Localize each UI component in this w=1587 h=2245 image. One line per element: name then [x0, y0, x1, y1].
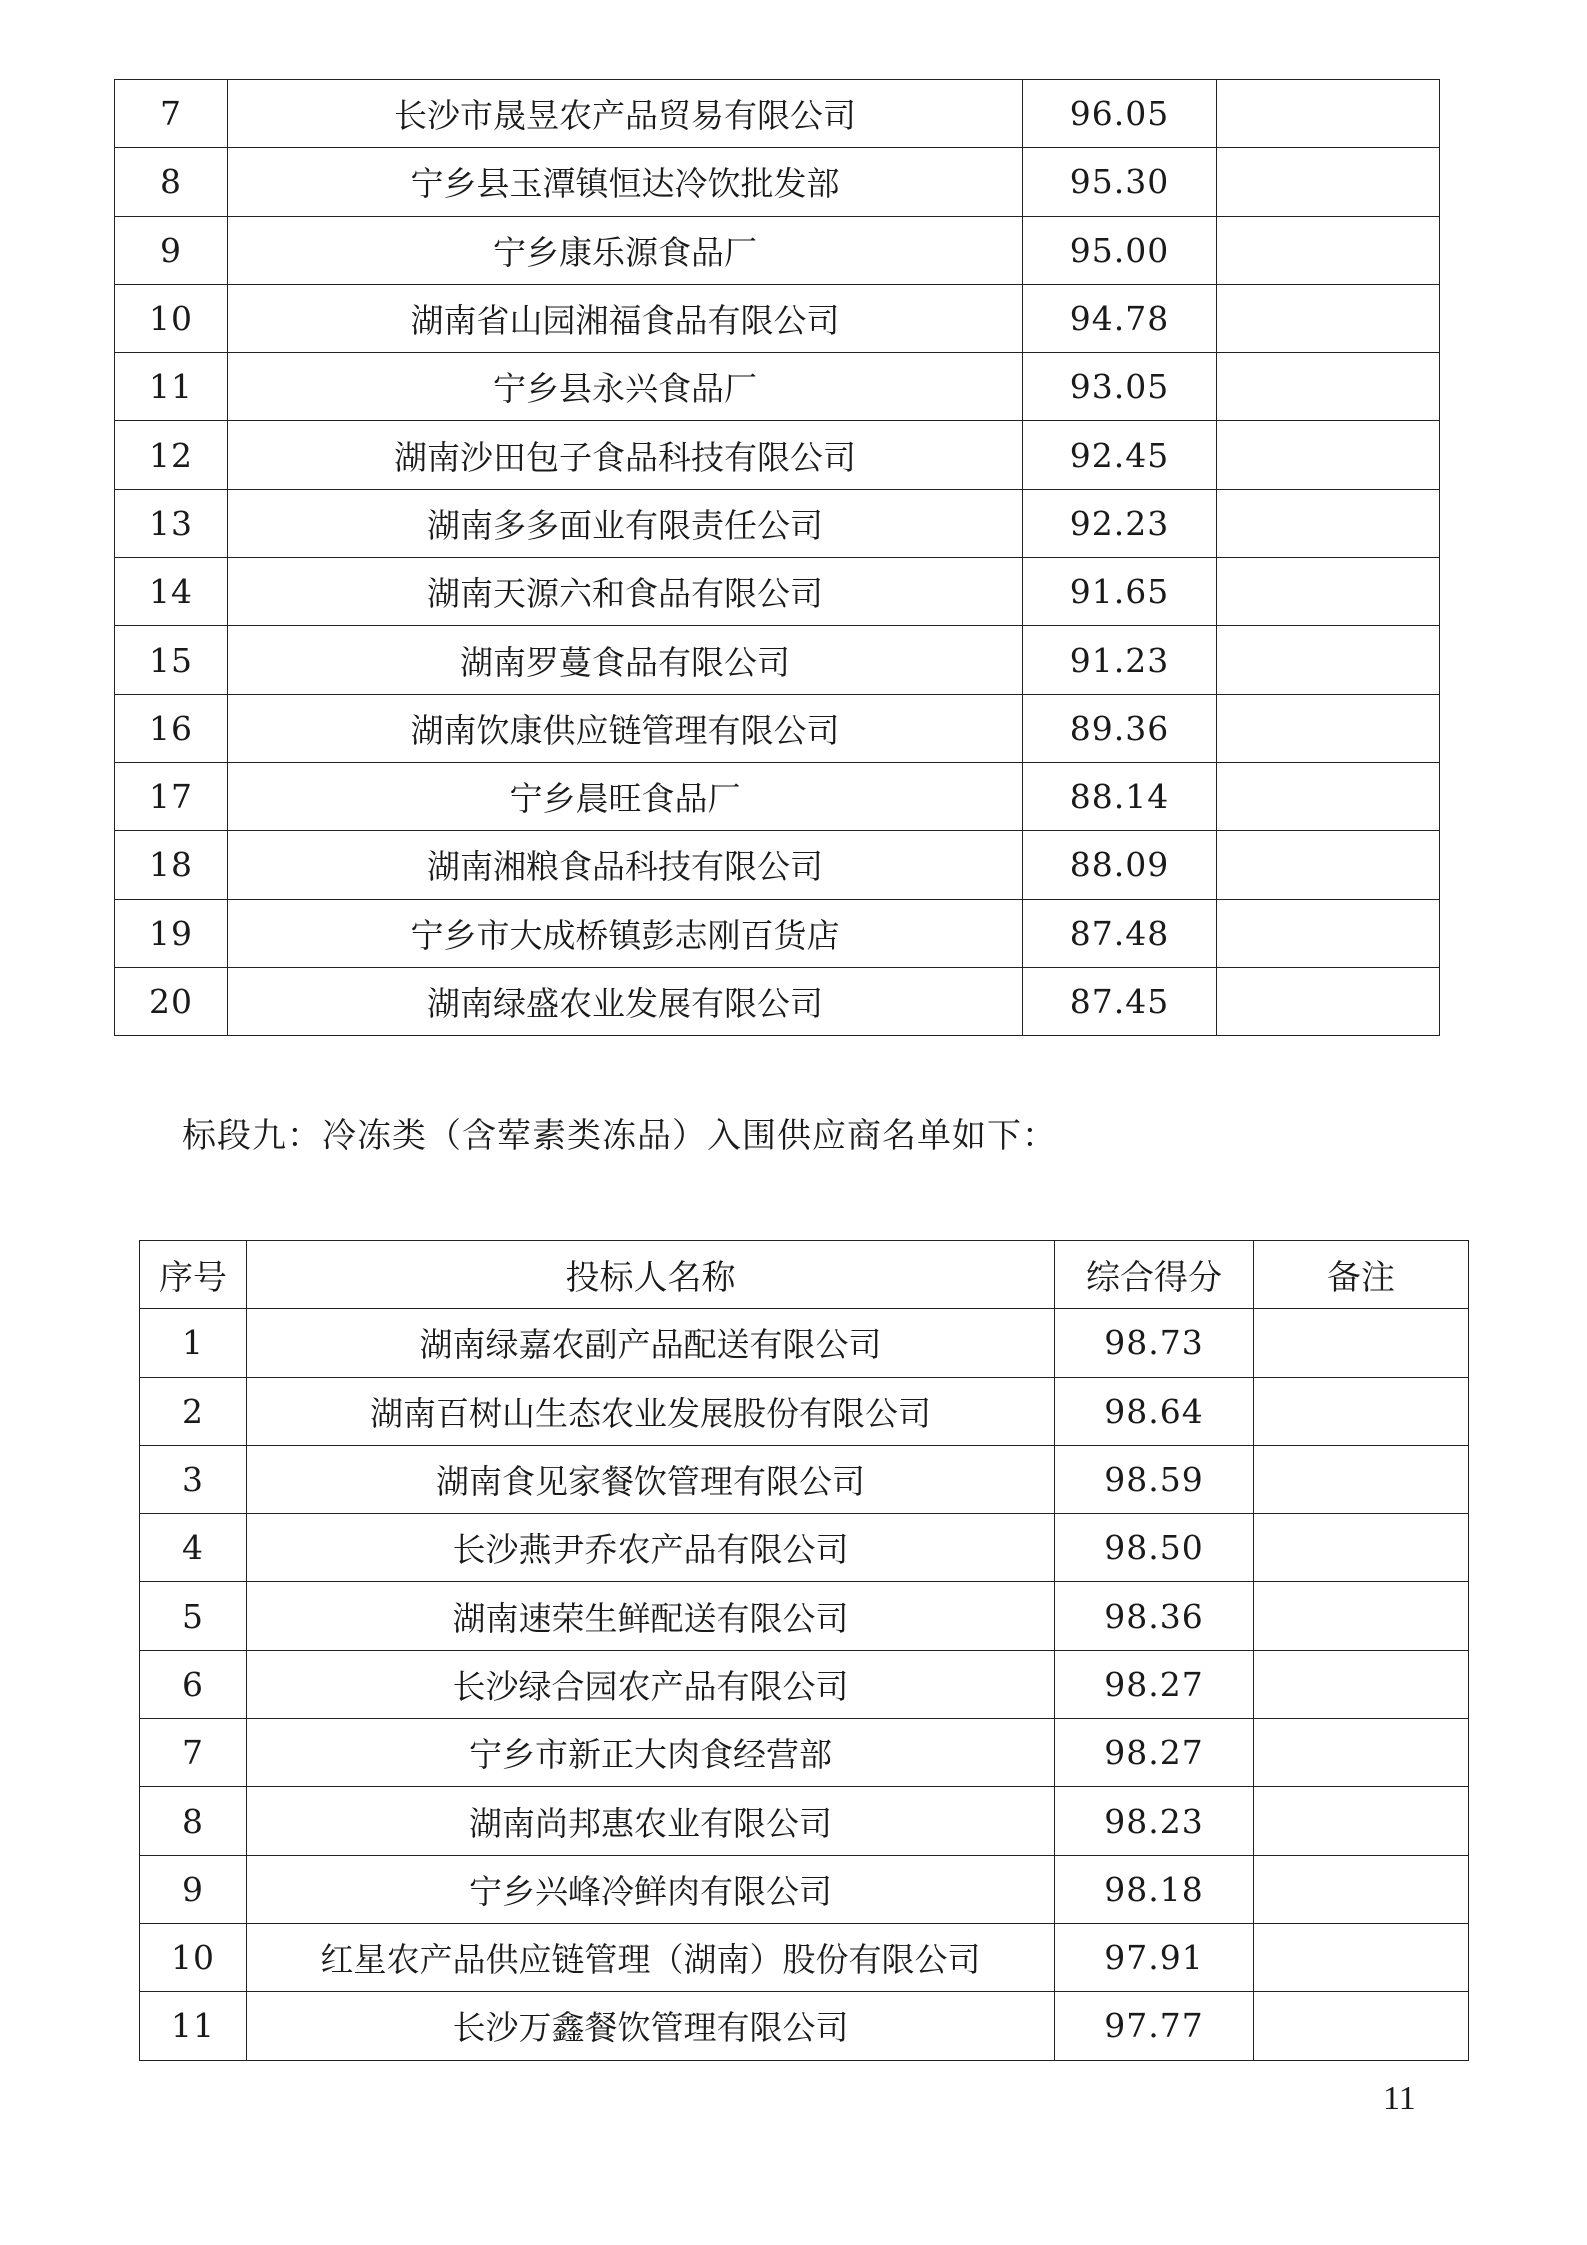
cell-score: 87.48 — [1023, 899, 1217, 967]
cell-name: 长沙燕尹乔农产品有限公司 — [247, 1514, 1055, 1582]
supplier-table-section-nine — [139, 1240, 1469, 2061]
cell-score: 97.77 — [1055, 1992, 1254, 2060]
cell-name: 宁乡市新正大肉食经营部 — [247, 1719, 1055, 1787]
cell-remark — [1217, 899, 1440, 967]
cell-score: 98.73 — [1055, 1309, 1254, 1377]
cell-no: 15 — [115, 626, 228, 694]
cell-remark — [1217, 694, 1440, 762]
table-body — [140, 1309, 1469, 2060]
table-row — [115, 967, 1440, 1035]
table-row — [140, 1719, 1469, 1787]
table-row — [115, 148, 1440, 216]
cell-remark — [1254, 1787, 1469, 1855]
table-row — [140, 1582, 1469, 1650]
cell-score: 92.45 — [1023, 421, 1217, 489]
table-row — [115, 626, 1440, 694]
cell-score: 94.78 — [1023, 284, 1217, 352]
cell-no: 3 — [140, 1445, 247, 1513]
cell-no: 11 — [140, 1992, 247, 2060]
cell-score: 98.23 — [1055, 1787, 1254, 1855]
cell-name: 宁乡晨旺食品厂 — [228, 762, 1023, 830]
cell-name: 长沙绿合园农产品有限公司 — [247, 1650, 1055, 1718]
cell-remark — [1217, 558, 1440, 626]
table-row — [140, 1377, 1469, 1445]
cell-no: 8 — [115, 148, 228, 216]
table-body — [115, 80, 1440, 1036]
table-row — [140, 1514, 1469, 1582]
cell-score: 91.23 — [1023, 626, 1217, 694]
cell-score: 95.30 — [1023, 148, 1217, 216]
table-row — [115, 216, 1440, 284]
cell-name: 湖南食见家餐饮管理有限公司 — [247, 1445, 1055, 1513]
cell-name: 湖南速荣生鲜配送有限公司 — [247, 1582, 1055, 1650]
cell-remark — [1254, 1445, 1469, 1513]
table-row — [115, 762, 1440, 830]
table-row — [140, 1992, 1469, 2060]
cell-score: 98.18 — [1055, 1855, 1254, 1923]
table-row — [115, 558, 1440, 626]
header-remark: 备注 — [1254, 1241, 1469, 1309]
table-row — [140, 1650, 1469, 1718]
cell-no: 4 — [140, 1514, 247, 1582]
cell-remark — [1254, 1719, 1469, 1787]
cell-name: 宁乡康乐源食品厂 — [228, 216, 1023, 284]
table-header-row — [140, 1241, 1469, 1309]
cell-remark — [1217, 626, 1440, 694]
cell-score: 98.59 — [1055, 1445, 1254, 1513]
cell-name: 湖南罗蔓食品有限公司 — [228, 626, 1023, 694]
table-row — [115, 80, 1440, 148]
cell-no: 13 — [115, 489, 228, 557]
cell-no: 11 — [115, 353, 228, 421]
cell-score: 98.64 — [1055, 1377, 1254, 1445]
cell-name: 宁乡县玉潭镇恒达冷饮批发部 — [228, 148, 1023, 216]
cell-name: 宁乡县永兴食品厂 — [228, 353, 1023, 421]
cell-remark — [1217, 353, 1440, 421]
cell-no: 10 — [115, 284, 228, 352]
cell-score: 96.05 — [1023, 80, 1217, 148]
table-row — [140, 1855, 1469, 1923]
cell-remark — [1217, 831, 1440, 899]
cell-no: 19 — [115, 899, 228, 967]
cell-score: 98.27 — [1055, 1650, 1254, 1718]
cell-score: 93.05 — [1023, 353, 1217, 421]
cell-score: 95.00 — [1023, 216, 1217, 284]
cell-no: 7 — [115, 80, 228, 148]
table-row — [115, 899, 1440, 967]
table-row — [115, 353, 1440, 421]
cell-name: 湖南湘粮食品科技有限公司 — [228, 831, 1023, 899]
table-row — [140, 1787, 1469, 1855]
cell-name: 湖南沙田包子食品科技有限公司 — [228, 421, 1023, 489]
header-name: 投标人名称 — [247, 1241, 1055, 1309]
cell-remark — [1254, 1309, 1469, 1377]
header-score: 综合得分 — [1055, 1241, 1254, 1309]
cell-no: 18 — [115, 831, 228, 899]
cell-name: 宁乡兴峰冷鲜肉有限公司 — [247, 1855, 1055, 1923]
cell-remark — [1217, 148, 1440, 216]
cell-remark — [1254, 1855, 1469, 1923]
cell-remark — [1217, 421, 1440, 489]
cell-remark — [1217, 80, 1440, 148]
cell-no: 14 — [115, 558, 228, 626]
cell-remark — [1254, 1377, 1469, 1445]
cell-name: 湖南百树山生态农业发展股份有限公司 — [247, 1377, 1055, 1445]
cell-no: 5 — [140, 1582, 247, 1650]
cell-remark — [1254, 1923, 1469, 1991]
cell-score: 98.27 — [1055, 1719, 1254, 1787]
cell-no: 9 — [140, 1855, 247, 1923]
cell-name: 湖南多多面业有限责任公司 — [228, 489, 1023, 557]
cell-name: 长沙市晟昱农产品贸易有限公司 — [228, 80, 1023, 148]
cell-score: 91.65 — [1023, 558, 1217, 626]
cell-no: 7 — [140, 1719, 247, 1787]
header-no: 序号 — [140, 1241, 247, 1309]
cell-no: 17 — [115, 762, 228, 830]
cell-no: 9 — [115, 216, 228, 284]
cell-name: 宁乡市大成桥镇彭志刚百货店 — [228, 899, 1023, 967]
cell-score: 88.09 — [1023, 831, 1217, 899]
cell-remark — [1254, 1650, 1469, 1718]
cell-name: 长沙万鑫餐饮管理有限公司 — [247, 1992, 1055, 2060]
cell-score: 92.23 — [1023, 489, 1217, 557]
cell-score: 88.14 — [1023, 762, 1217, 830]
cell-name: 湖南省山园湘福食品有限公司 — [228, 284, 1023, 352]
cell-name: 湖南天源六和食品有限公司 — [228, 558, 1023, 626]
cell-no: 16 — [115, 694, 228, 762]
cell-remark — [1217, 762, 1440, 830]
cell-name: 湖南绿盛农业发展有限公司 — [228, 967, 1023, 1035]
table-row — [115, 421, 1440, 489]
cell-name: 红星农产品供应链管理（湖南）股份有限公司 — [247, 1923, 1055, 1991]
supplier-table-continued — [114, 79, 1440, 1036]
page-number: 11 — [1383, 2080, 1416, 2117]
table-row — [115, 694, 1440, 762]
cell-no: 2 — [140, 1377, 247, 1445]
cell-remark — [1217, 489, 1440, 557]
cell-remark — [1217, 284, 1440, 352]
cell-no: 8 — [140, 1787, 247, 1855]
cell-name: 湖南饮康供应链管理有限公司 — [228, 694, 1023, 762]
table-row — [115, 489, 1440, 557]
table-row — [140, 1445, 1469, 1513]
cell-no: 10 — [140, 1923, 247, 1991]
table-row — [140, 1309, 1469, 1377]
cell-name: 湖南绿嘉农副产品配送有限公司 — [247, 1309, 1055, 1377]
cell-name: 湖南尚邦惠农业有限公司 — [247, 1787, 1055, 1855]
section-nine-caption: 标段九：冷冻类（含荤素类冻品）入围供应商名单如下： — [182, 1116, 1057, 1156]
cell-no: 12 — [115, 421, 228, 489]
cell-no: 6 — [140, 1650, 247, 1718]
cell-no: 20 — [115, 967, 228, 1035]
cell-no: 1 — [140, 1309, 247, 1377]
table-row — [115, 831, 1440, 899]
cell-remark — [1217, 967, 1440, 1035]
cell-remark — [1254, 1514, 1469, 1582]
cell-score: 98.36 — [1055, 1582, 1254, 1650]
cell-score: 89.36 — [1023, 694, 1217, 762]
cell-score: 98.50 — [1055, 1514, 1254, 1582]
cell-remark — [1217, 216, 1440, 284]
cell-score: 87.45 — [1023, 967, 1217, 1035]
cell-score: 97.91 — [1055, 1923, 1254, 1991]
cell-remark — [1254, 1582, 1469, 1650]
table-row — [115, 284, 1440, 352]
cell-remark — [1254, 1992, 1469, 2060]
table-row — [140, 1923, 1469, 1991]
